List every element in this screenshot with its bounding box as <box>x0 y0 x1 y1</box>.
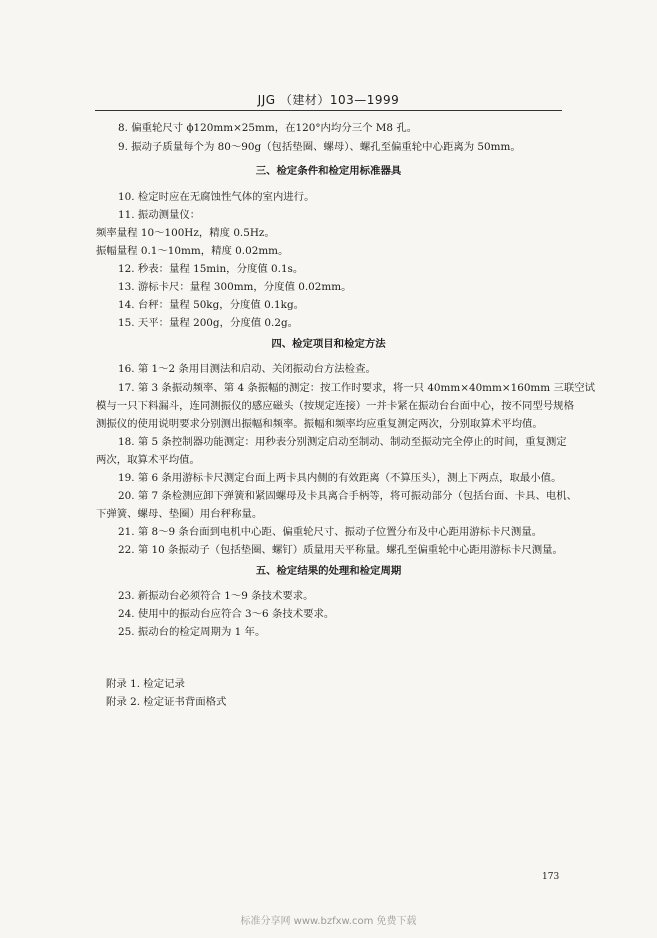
watermark-footer: 标准分享网 www.bzfxw.com 免费下载 <box>240 916 417 927</box>
appendix-1: 附录 1. 检定记录 <box>106 678 185 690</box>
item-18: 18. 第 5 条控制器功能测定：用秒表分别测定启动至制动、制动至振动完全停止的时间，重复测定 <box>118 436 567 448</box>
item-10: 10. 检定时应在无腐蚀性气体的室内进行。 <box>118 191 315 203</box>
item-20: 20. 第 7 条检测应卸下弹簧和紧固螺母及卡具离合手柄等，将可振动部分（包括台面、卡具、电机、 <box>118 490 578 502</box>
item-13: 13. 游标卡尺：量程 300mm，分度值 0.02mm。 <box>118 281 352 293</box>
item-8: 8. 偏重轮尺寸 ϕ120mm×25mm，在120°内均分三个 M8 孔。 <box>118 122 418 134</box>
item-11: 11. 振动测量仪： <box>118 209 201 221</box>
item-21: 21. 第 8～9 条台面到电机中心距、偏重轮尺寸、振动子位置分布及中心距用游标卡尺测量。 <box>118 526 543 538</box>
item-23: 23. 新振动台必须符合 1～9 条技术要求。 <box>118 590 314 602</box>
appendix-2: 附录 2. 检定证书背面格式 <box>106 696 227 708</box>
item-11-amplitude: 振幅量程 0.1～10mm，精度 0.02mm。 <box>96 245 289 257</box>
item-14: 14. 台秤：量程 50kg，分度值 0.1kg。 <box>118 299 304 311</box>
item-22: 22. 第 10 条振动子（包括垫圈、螺钉）质量用天平称量。螺孔至偏重轮中心距用游标卡尺测量。 <box>118 544 563 556</box>
page-number: 173 <box>542 872 560 882</box>
item-17-cont-2: 测振仪的使用说明要求分别测出振幅和频率。振幅和频率均应重复测定两次，分别取算术平均值。 <box>96 418 543 430</box>
item-17-cont-1: 模与一只下料漏斗，连同测振仪的感应磁头（按规定连接）一并卡紧在振动台台面中心，按不同型号规格 <box>96 400 574 412</box>
item-18-cont: 两次，取算术平均值。 <box>96 454 200 466</box>
item-15: 15. 天平：量程 200g，分度值 0.2g。 <box>118 317 298 329</box>
item-19: 19. 第 6 条用游标卡尺测定台面上两卡具内侧的有效距离（不算压头），测上下两点，取最小值。 <box>118 472 562 484</box>
header-rule <box>95 110 562 111</box>
item-12: 12. 秒表：量程 15min，分度值 0.1s。 <box>118 263 304 275</box>
section-heading-5: 五、检定结果的处理和检定周期 <box>255 565 402 577</box>
page-header: JJG （建材）103—1999 <box>257 93 400 107</box>
item-20-cont: 下弹簧、螺母、垫圈）用台秤称量。 <box>96 508 263 520</box>
section-heading-4: 四、检定项目和检定方法 <box>271 338 386 350</box>
item-11-frequency: 频率量程 10～100Hz，精度 0.5Hz。 <box>96 227 275 239</box>
section-heading-3: 三、检定条件和检定用标准器具 <box>255 165 402 177</box>
item-25: 25. 振动台的检定周期为 1 年。 <box>118 626 266 638</box>
item-9: 9. 振动子质量每个为 80～90g（包括垫圈、螺母）、螺孔至偏重轮中心距离为 50mm。 <box>118 141 521 153</box>
item-24: 24. 使用中的振动台应符合 3～6 条技术要求。 <box>118 608 335 620</box>
item-16: 16. 第 1～2 条用目测法和启动、关闭振动台方法检查。 <box>118 363 376 375</box>
item-17: 17. 第 3 条振动频率、第 4 条振幅的测定：按工作时要求，将一只 40mm×40mm×160mm 三联空试 <box>118 382 595 394</box>
